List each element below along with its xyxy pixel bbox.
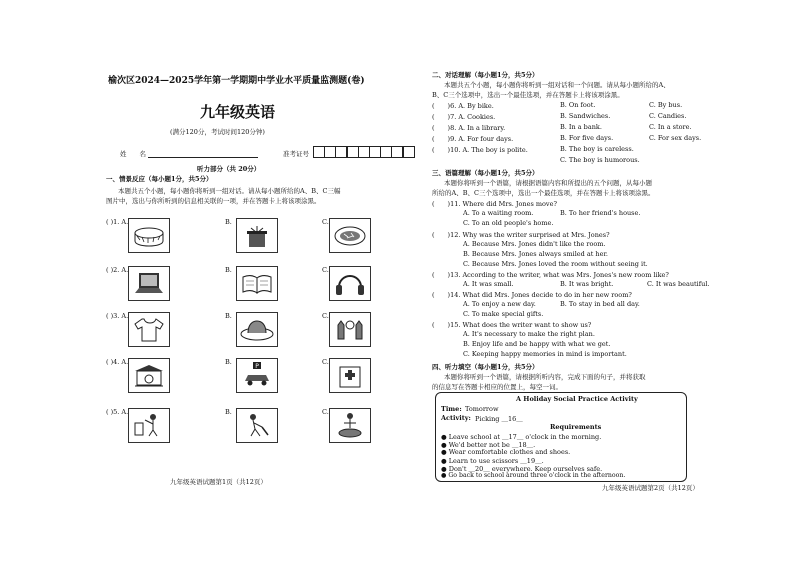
- hospital-icon: [329, 358, 371, 393]
- hat-icon: [236, 312, 278, 347]
- q13-b: B. It was bright.: [560, 280, 614, 288]
- gift-box-icon: [236, 218, 278, 253]
- activity-value: Picking ＿16＿: [475, 415, 523, 423]
- section2-instr-1: 本题共五个小题，每小题你将听到一组对话和一个问题。请从每小题所给的A、: [444, 81, 670, 89]
- q13: ( )13. According to the writer, what was Mrs. Jones's new room like?: [432, 271, 669, 279]
- option-b-label: B.: [225, 358, 232, 366]
- q7-row: ( )7. A. Cookies.: [432, 113, 496, 121]
- q13-a: A. It was small.: [463, 280, 514, 288]
- q10-b: B. The boy is careless.: [560, 145, 634, 153]
- section2-title: 二、对话理解（每小题1分，共5分）: [432, 71, 539, 79]
- q11-c: C. To an old people's home.: [463, 219, 554, 227]
- q9-c: C. For sex days.: [649, 134, 702, 142]
- q1-number: ( )1. A.: [106, 218, 129, 226]
- tshirt-icon: [128, 312, 170, 347]
- requirements-title: Requirements: [550, 423, 602, 431]
- cooking-icon: [329, 408, 371, 443]
- q3-number: ( )3. A.: [106, 312, 129, 320]
- q2-number: ( )2. A.: [106, 266, 129, 274]
- activity-title: A Holiday Social Practice Activity: [516, 395, 638, 403]
- option-c-label: C.: [322, 218, 329, 226]
- q12: ( )12. Why was the writer surprised at Mrs. Jones?: [432, 231, 610, 239]
- req-17: ● Leave school at ＿17＿ o'clock in the morning.: [441, 433, 602, 441]
- req-return: ● Go back to school around three o'clock in the afternoon.: [441, 472, 626, 479]
- salad-plate-icon: [329, 218, 371, 253]
- section1-instr-2: 图片中，选出与你所听到的信息相关联的一项，并在答题卡上将该项涂黑。: [106, 197, 321, 205]
- q13-c: C. It was beautiful.: [647, 280, 710, 288]
- section3-title: 三、语篇理解（每小题1分，共5分）: [432, 169, 539, 177]
- q14-c: C. To make special gifts.: [463, 310, 544, 318]
- headphones-icon: [329, 266, 371, 301]
- q9-b: B. For five days.: [560, 134, 614, 142]
- score-note: (满分120分，考试时间120分钟): [170, 128, 265, 136]
- activity-label: Activity:: [441, 414, 471, 422]
- q8-b: B. In a bank.: [560, 123, 602, 131]
- q7-c: C. Candies.: [649, 112, 687, 120]
- section4-instr-1: 本题你将听到一个语篇，请根据所听内容，完成下面的句子，并将获取: [444, 373, 646, 381]
- req-clothes: ● Wear comfortable clothes and shoes.: [441, 448, 571, 456]
- q6-b: B. On foot.: [560, 101, 596, 109]
- q15: ( )15. What does the writer want to show us?: [432, 321, 592, 329]
- section3-instr-2: 所给的A、B、C三个选项中，选出一个最佳选项，并在答题卡上将该项涂黑。: [432, 189, 655, 197]
- q4-number: ( )4. A.: [106, 358, 129, 366]
- option-c-label: C.: [322, 408, 329, 416]
- q11: ( )11. Where did Mrs. Jones move?: [432, 200, 557, 208]
- req-19: ● Learn to use scissors ＿19＿.: [441, 457, 544, 465]
- laptop-icon: [128, 266, 170, 301]
- q15-c: C. Keeping happy memories in mind is important.: [463, 350, 627, 358]
- section4-title: 四、听力填空（每小题1分，共5分）: [432, 363, 539, 371]
- bank-icon: [128, 358, 170, 393]
- cake-icon: [128, 218, 170, 253]
- section1-title: 一、情景反应（每小题1分，共5分）: [106, 175, 213, 183]
- section4-instr-2: 的信息写在答题卡相应的位置上，每空一词。: [432, 383, 562, 391]
- subject-title: 九年级英语: [200, 103, 276, 121]
- listening-header: 听力部分（共 20分）: [197, 165, 261, 173]
- q6-c: C. By bus.: [649, 101, 683, 109]
- cleaning-icon: [128, 408, 170, 443]
- q14-a: A. To enjoy a new day.: [463, 300, 536, 308]
- section2-instr-2: B、C三个选项中，选出一个最佳选项，并在答题卡上将该项涂黑。: [432, 91, 624, 99]
- option-c-label: C.: [322, 312, 329, 320]
- left-footer: 九年级英语试题第1页（共12页）: [170, 478, 267, 486]
- exam-title: 榆次区2024—2025学年第一学期期中学业水平质量监测题(卷): [108, 76, 365, 86]
- q7-b: B. Sandwiches.: [560, 112, 611, 120]
- q9-row: ( )9. A. For four days.: [432, 135, 514, 143]
- q12-a: A. Because Mrs. Jones didn't like the room.: [463, 240, 606, 248]
- q5-number: ( )5. A.: [106, 408, 129, 416]
- q15-b: B. Enjoy life and be happy with what we get.: [463, 340, 611, 348]
- q14-b: B. To stay in bed all day.: [560, 300, 640, 308]
- q14: ( )14. What did Mrs. Jones decide to do in her new room?: [432, 291, 632, 299]
- option-b-label: B.: [225, 218, 232, 226]
- option-b-label: B.: [225, 266, 232, 274]
- q11-b: B. To her friend's house.: [560, 209, 641, 217]
- name-line: [148, 157, 258, 158]
- q15-a: A. It's necessary to make the right plan.: [463, 330, 595, 338]
- option-b-label: B.: [225, 312, 232, 320]
- section3-instr-1: 本题你将听到一个语篇，请根据语篇内容和所提出的五个问题，从每小题: [444, 179, 652, 187]
- name-label: 姓 名: [120, 150, 146, 158]
- svg-text:P: P: [255, 363, 259, 370]
- q10-row: ( )10. A. The boy is polite.: [432, 146, 528, 154]
- req-18: ● We'd better not be ＿18＿.: [441, 441, 536, 449]
- q12-b: B. Because Mrs. Jones always smiled at her.: [463, 250, 608, 258]
- option-c-label: C.: [322, 266, 329, 274]
- q8-c: C. In a store.: [649, 123, 692, 131]
- q10-c: C. The boy is humorous.: [560, 156, 640, 164]
- right-footer: 九年级英语试题第2页（共12页）: [602, 484, 699, 492]
- open-book-icon: [236, 266, 278, 301]
- q8-row: ( )8. A. In a library.: [432, 124, 506, 132]
- option-c-label: C.: [322, 358, 329, 366]
- time-label: Time:: [441, 405, 462, 413]
- time-value: Tomorrow: [465, 405, 499, 413]
- gloves-icon: [329, 312, 371, 347]
- exam-id-label: 准考证号: [283, 150, 309, 158]
- parking-icon: [236, 358, 278, 393]
- req-20: ● Don't ＿20＿ everywhere. Keep ourselves safe.: [441, 465, 603, 473]
- section1-instr-1: 本题共五个小题，每小题你将听到一组对话。请从每小题所给的A、B、C三幅: [118, 187, 341, 195]
- q6-row: ( )6. A. By bike.: [432, 102, 494, 110]
- q12-c: C. Because Mrs. Jones loved the room without seeing it.: [463, 260, 648, 268]
- q11-a: A. To a waiting room.: [463, 209, 534, 217]
- option-b-label: B.: [225, 408, 232, 416]
- sweeping-icon: [236, 408, 278, 443]
